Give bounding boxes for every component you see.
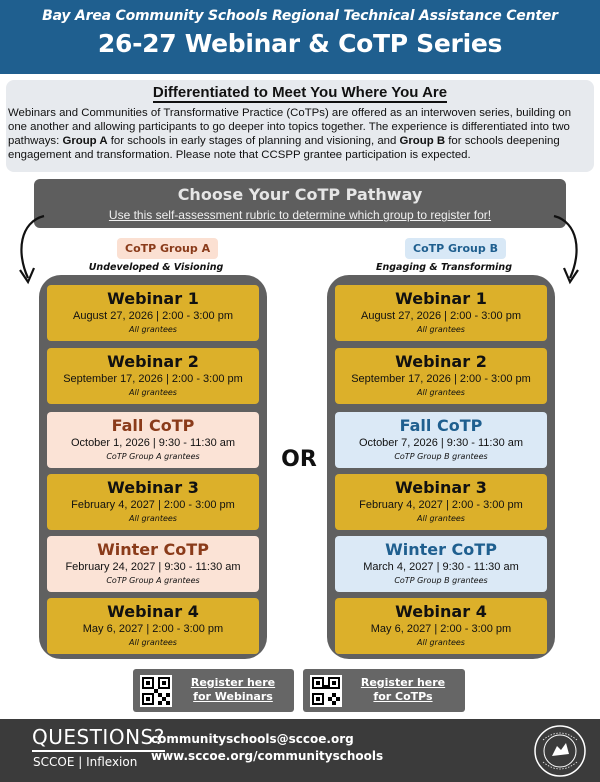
- session-card: [47, 412, 259, 468]
- org-name: Bay Area Community Schools Regional Technical Assistance Center: [42, 8, 558, 24]
- session-name: Webinar 1: [107, 289, 199, 308]
- session-audience: All grantees: [129, 514, 177, 523]
- session-audience: All grantees: [129, 388, 177, 397]
- left-curved-arrow-icon: [14, 212, 48, 288]
- register-webinars-button[interactable]: [133, 669, 294, 712]
- session-card: [47, 474, 259, 530]
- session-name: Webinar 1: [395, 289, 487, 308]
- page-title: 26-27 Webinar & CoTP Series: [97, 29, 503, 58]
- session-name: Fall CoTP: [399, 416, 483, 435]
- contact-email-link[interactable]: communityschools@sccoe.org: [151, 732, 354, 746]
- group-b-subtitle: Engaging & Transforming: [376, 262, 512, 273]
- session-date: May 6, 2027 | 2:00 - 3:00 pm: [82, 623, 224, 635]
- group-b-column: [327, 275, 555, 659]
- session-audience: CoTP Group B grantees: [394, 452, 488, 461]
- session-card: [47, 536, 259, 592]
- intro-box: [6, 80, 594, 172]
- session-name: Webinar 2: [395, 352, 487, 371]
- session-date: August 27, 2026 | 2:00 - 3:00 pm: [360, 310, 522, 322]
- session-card: [47, 598, 259, 654]
- pathway-banner: [34, 179, 566, 228]
- session-name: Webinar 4: [107, 602, 199, 621]
- session-date: February 4, 2027 | 2:00 - 3:00 pm: [359, 499, 523, 511]
- session-date: August 27, 2026 | 2:00 - 3:00 pm: [72, 310, 234, 322]
- session-audience: All grantees: [417, 638, 465, 647]
- register-webinars-label[interactable]: Register here for Webinars: [190, 676, 276, 703]
- pathway-title: Choose Your CoTP Pathway: [177, 185, 423, 204]
- session-date: September 17, 2026 | 2:00 - 3:00 pm: [63, 373, 243, 385]
- website-link[interactable]: www.sccoe.org/communityschools: [151, 749, 384, 763]
- intro-paragraph: Webinars and Communities of Transformative Practice (CoTPs) are offered as an interwoven series, building on one another and allowing participants to go deeper into topics together. The experience is differentiated into two pathways: Group A for schools in early stages of planning and visioning, and Group B for schools deepening engagement and transformation. Please note that CCSPP grantee participation is expected.: [8, 107, 572, 161]
- session-name: Fall CoTP: [111, 416, 195, 435]
- session-name: Webinar 3: [395, 478, 487, 497]
- session-audience: All grantees: [417, 388, 465, 397]
- session-card: [335, 285, 547, 341]
- register-cotps-button[interactable]: [303, 669, 465, 712]
- group-a-column: [39, 275, 267, 659]
- session-audience: All grantees: [417, 514, 465, 523]
- session-card: [47, 285, 259, 341]
- footer-brand: SCCOE | Inflexion: [33, 755, 138, 769]
- qr-code-icon: [140, 675, 172, 707]
- register-cotps-label[interactable]: Register here for CoTPs: [360, 676, 446, 703]
- session-card: [335, 474, 547, 530]
- session-card: [47, 348, 259, 404]
- session-audience: All grantees: [129, 325, 177, 334]
- group-a-label: CoTP Group A: [117, 238, 218, 259]
- seal-icon: [533, 724, 587, 778]
- session-name: Webinar 4: [395, 602, 487, 621]
- session-audience: All grantees: [417, 325, 465, 334]
- session-card: [335, 412, 547, 468]
- right-curved-arrow-icon: [550, 212, 584, 288]
- session-date: March 4, 2027 | 9:30 - 11:30 am: [363, 561, 519, 573]
- intro-subhead: Differentiated to Meet You Where You Are: [152, 84, 448, 101]
- session-name: Winter CoTP: [385, 540, 497, 559]
- session-audience: All grantees: [129, 638, 177, 647]
- group-b-label: CoTP Group B: [405, 238, 506, 259]
- group-a-term: Group A: [62, 135, 108, 147]
- or-divider: [266, 436, 332, 482]
- session-name: Webinar 2: [107, 352, 199, 371]
- session-name: Winter CoTP: [97, 540, 209, 559]
- session-card: [335, 598, 547, 654]
- session-date: September 17, 2026 | 2:00 - 3:00 pm: [351, 373, 531, 385]
- session-date: October 7, 2026 | 9:30 - 11:30 am: [358, 437, 524, 449]
- group-a-subtitle: Undeveloped & Visioning: [88, 262, 224, 273]
- session-date: February 24, 2027 | 9:30 - 11:30 am: [65, 561, 241, 573]
- questions-heading: QUESTIONS?: [32, 725, 165, 752]
- header-banner: [0, 0, 600, 74]
- session-card: [335, 348, 547, 404]
- or-text: OR: [281, 446, 317, 472]
- session-date: May 6, 2027 | 2:00 - 3:00 pm: [370, 623, 512, 635]
- rubric-link[interactable]: Use this self-assessment rubric to determine which group to register for!: [108, 208, 492, 222]
- session-date: February 4, 2027 | 2:00 - 3:00 pm: [71, 499, 235, 511]
- session-audience: CoTP Group A grantees: [106, 576, 200, 585]
- session-audience: CoTP Group B grantees: [394, 576, 488, 585]
- footer: [0, 719, 600, 782]
- qr-code-icon: [310, 675, 342, 707]
- session-date: October 1, 2026 | 9:30 - 11:30 am: [70, 437, 236, 449]
- session-audience: CoTP Group A grantees: [106, 452, 200, 461]
- session-card: [335, 536, 547, 592]
- session-name: Webinar 3: [107, 478, 199, 497]
- group-b-term: Group B: [399, 135, 446, 147]
